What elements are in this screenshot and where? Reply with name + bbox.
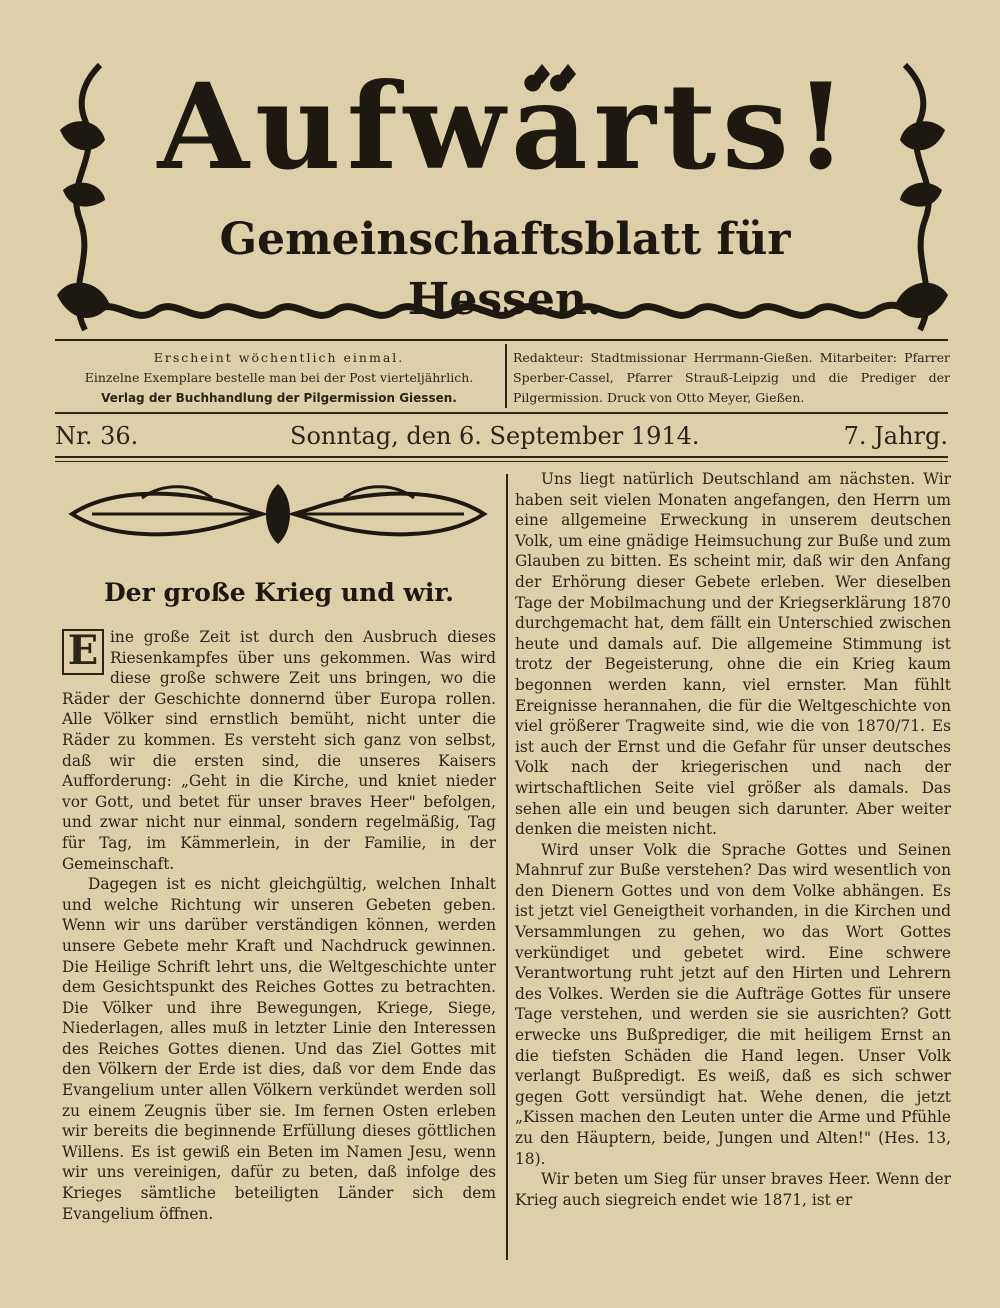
article-paragraph: Wird unser Volk die Sprache Gottes und Seinen Mahnruf zur Buße verstehen? Das wird wesentlich von den Dienern Gottes und von dem Volke abhängen. Es ist jetzt viel Geneigtheit vorhanden, in die Kirchen und Versammlungen zu gehen, wo das Wort Gottes verkündiget und gebetet wird. Eine schwere Verantwortung ruht jetzt auf den Hirten und Lehrern des Volkes. Werden sie die Aufträge Gottes für unsere Tage verstehen, und werden sie sie ausrichten? Gott erwecke uns Bußprediger, die mit heiligem Ernst an die tiefsten Schäden die Hand legen. Unser Volk verlangt Bußpredigt. Es weiß, daß es sich schwer gegen Gott versündigt hat. Wehe denen, die jetzt „Kissen machen den Leuten unter die Arme und Pfühle zu den Häuptern, beide, Jungen und Alten!" (Hes. 13, 18).: [515, 840, 951, 1168]
dateline-rule-2: [55, 461, 948, 462]
issue-number: Nr. 36.: [55, 422, 139, 450]
drop-cap: E: [62, 629, 104, 675]
article-vignette-ornament: [62, 478, 494, 550]
article-paragraph: Dagegen ist es nicht gleichgültig, welchen Inhalt und welche Richtung wir unseren Gebeten geben. Wenn wir uns darüber verständigen können, werden unsere Gebete mehr Kraft und Nachdruck gewinnen. Die Heilige Schrift lehrt uns, die Weltgeschichte unter dem Gesichtspunkt des Reiches Gottes zu betrachten. Die Völker und ihre Bewegungen, Kriege, Siege, Niederlagen, alles muß in letzter Linie den Interessen des Reiches Gottes dienen. Und das Ziel Gottes mit den Völkern der Erde ist dies, daß vor dem Ende das Evangelium unter allen Völkern verkündet werden soll zu einem Zeugnis über sie. Im fernen Osten erleben wir bereits die beginnende Erfüllung dieses göttlichen Willens. Es ist gewiß ein Beten im Namen Jesu, wenn wir uns vereinigen, dafür zu beten, daß infolge des Krieges sämtliche beteiligten Länder sich dem Evangelium öffnen.: [62, 875, 496, 1223]
article-paragraph: Wir beten um Sieg für unser braves Heer. Wenn der Krieg auch siegreich endet wie 1871, ist er: [515, 1170, 951, 1209]
dateline-rule-1: [55, 456, 948, 458]
editorial-info: Redakteur: Stadtmissionar Herrmann-Gießen. Mitarbeiter: Pfarrer Sperber-Cassel, Pfarrer Strauß-Leipzig und die Prediger der Pilgermission. Druck von Otto Meyer, Gießen.: [513, 350, 950, 405]
article-paragraph: Uns liegt natürlich Deutschland am nächsten. Wir haben seit vielen Monaten angefangen, den Herrn um eine allgemeine Erweckung in unserem deutschen Volk, um eine gnädige Heimsuchung zur Buße und zum Glauben zu bitten. Es scheint mir, daß wir den Anfang der Erhörung dieser Gebete erleben. Wer dieselben Tage der Mobilmachung und der Kriegserklärung 1870 durchgemacht hat, dem fällt ein Unterschied zwischen heute und damals auf. Die allgemeine Stimmung ist trotz der Begeisterung, ohne die ein Krieg kaum begonnen werden kann, viel ernster. Man fühlt Ereignisse herannahen, die für die Weltgeschichte von viel größerer Tragweite sind, wie die von 1870/71. Es ist auch der Ernst und die Gefahr für unser deutsches Volk nach der kriegerischen und nach der wirtschaftlichen Seite viel größer als damals. Das sehen alle ein und beugen sich darunter. Aber weiter denken die meisten nicht.: [515, 470, 951, 839]
publisher-line: Verlag der Buchhandlung der Pilgermission Giessen.: [101, 391, 457, 405]
wave-border-ornament: [95, 296, 910, 326]
volume-year: 7. Jahrg.: [843, 422, 948, 450]
article-title: Der große Krieg und wir.: [103, 578, 454, 607]
info-divider: [505, 344, 507, 408]
article-paragraph: E ine große Zeit ist durch den Ausbruch dieses Riesenkampfes über uns gekommen. Was wird diese große schwere Zeit uns bringen, wo die Räder der Geschichte donnernd über Europa rollen. Alle Völker sind ernstlich bemüht, nicht unter die Räder zu kommen. Es versteht sich ganz von selbst, daß wir die ersten sind, die unseres Kaisers Aufforderung: „Geht in die Kirche, und kniet nieder vor Gott, und betet für unser braves Heer" befolgen, und zwar nicht nur einmal, sondern regelmäßig, Tag für Tag, im Kämmerlein, in der Familie, in der Gemeinschaft.: [62, 627, 496, 873]
left-floral-ornament: [55, 60, 115, 335]
subscription-line: Einzelne Exemplare bestelle man bei der Post vierteljährlich.: [84, 370, 474, 385]
dateline: [55, 418, 948, 454]
top-rule: [55, 339, 948, 341]
right-floral-ornament: [890, 60, 950, 335]
frequency-line: Erscheint wöchentlich einmal.: [153, 350, 405, 365]
info-bottom-rule: [55, 412, 948, 414]
publication-info: [55, 348, 503, 408]
newspaper-subtitle: Gemeinschaftsblatt für Hessen.: [219, 214, 791, 325]
masthead: [55, 57, 950, 335]
article-right-column: [515, 469, 951, 1210]
column-divider: [506, 474, 508, 1260]
issue-date: Sonntag, den 6. September 1914.: [290, 422, 700, 450]
newspaper-title: Aufwärts!: [157, 57, 853, 196]
article-left-column: [62, 627, 496, 1224]
